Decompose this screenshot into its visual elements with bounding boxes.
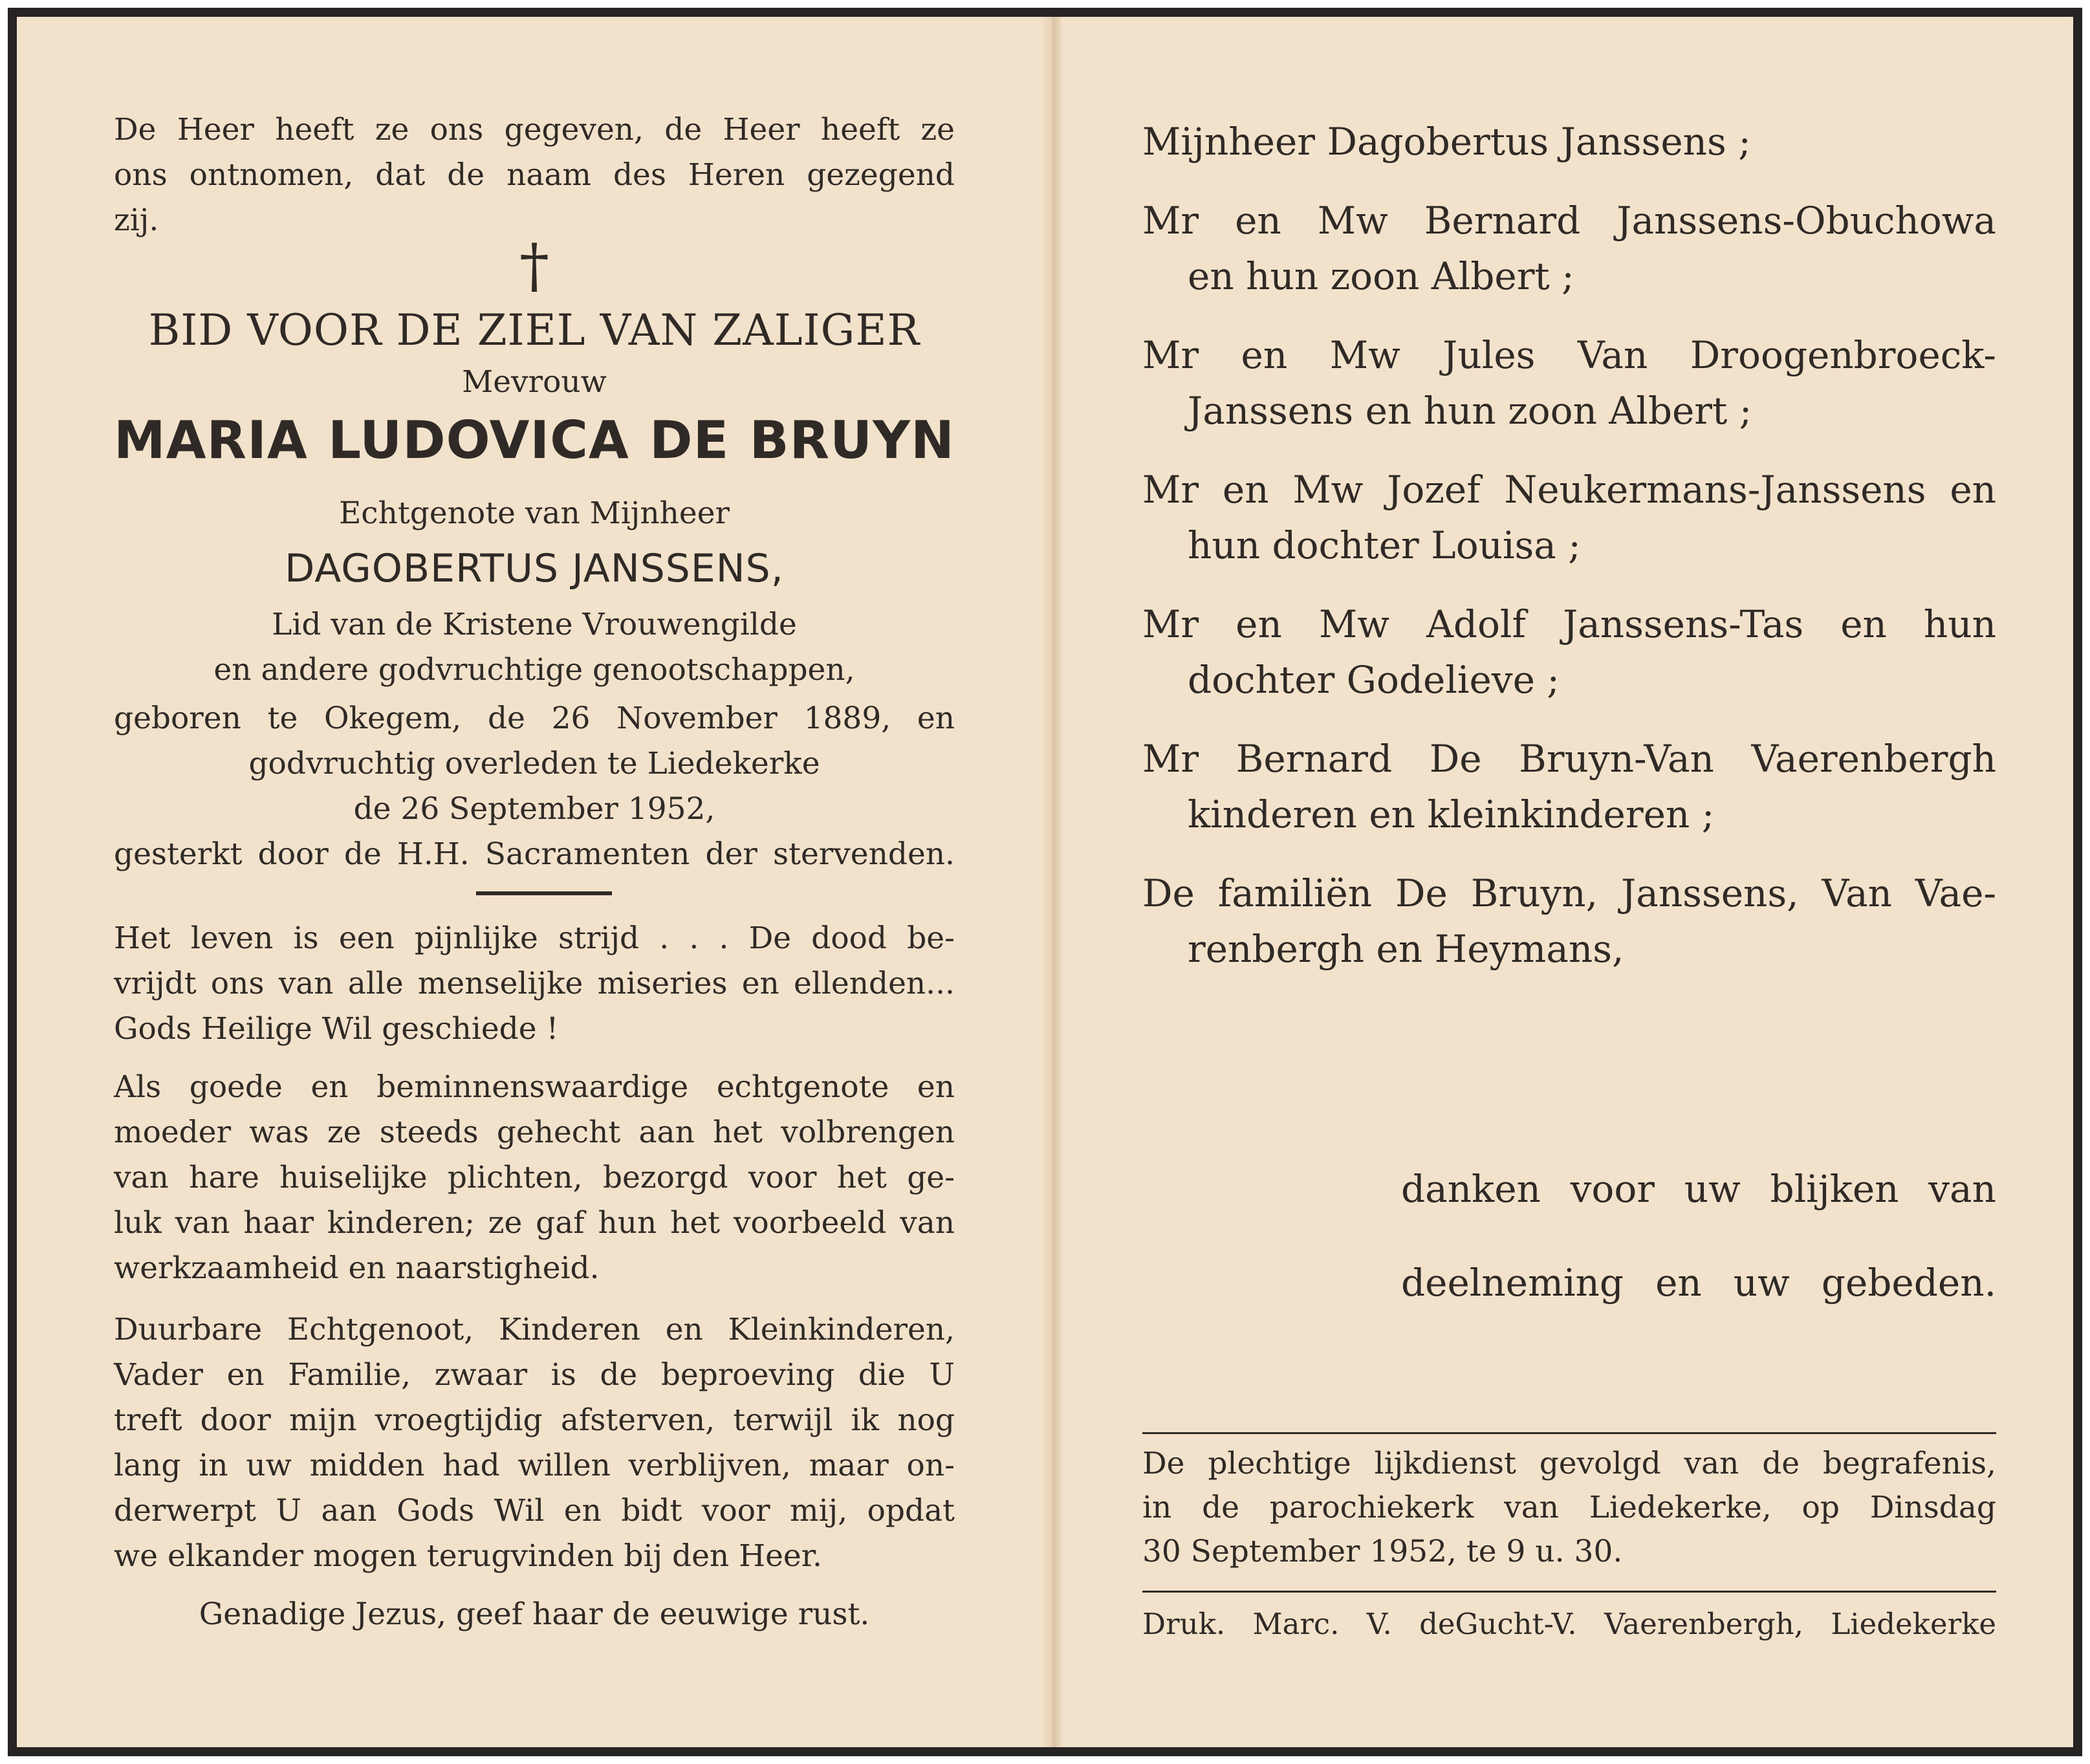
family-line-cont: hun dochter Louisa ;: [1188, 523, 1581, 567]
family-entry: [1142, 866, 1996, 977]
quote-line: zij.: [114, 202, 159, 238]
paragraph-line: luk van haar kinderen; ze gaf hun het voorbeeld van: [114, 1205, 955, 1241]
family-entry: [1142, 731, 1996, 842]
quote-line: ons ontnomen, dat de naam des Heren gezegend: [114, 157, 955, 193]
card-fold: [1043, 17, 1062, 1747]
printer-credit: Druk. Marc. V. deGucht-V. Vaerenbergh, Liedekerke: [1142, 1607, 1996, 1641]
sacraments-line: gesterkt door de H.H. Sacramenten der stervenden.: [114, 836, 955, 872]
spouse-intro: Echtgenote van Mijnheer: [338, 495, 730, 531]
paragraph-line: moeder was ze steeds gehecht aan het volbrengen: [114, 1115, 955, 1150]
pray-heading: BID VOOR DE ZIEL VAN ZALIGER: [148, 305, 920, 355]
family-line-cont: kinderen en kleinkinderen ;: [1188, 792, 1715, 836]
thanks: [1401, 1142, 1996, 1330]
birth-line: geboren te Okegem, de 26 November 1889, en: [114, 701, 955, 736]
family-line-cont: renbergh en Heymans,: [1188, 927, 1624, 971]
deceased-name: MARIA LUDOVICA DE BRUYN: [114, 410, 955, 470]
family-line: Mr en Mw Jules Van Droogenbroeck-: [1142, 333, 1996, 377]
paragraph-line: Het leven is een pijnlijke strijd . . . De dood be-: [114, 920, 955, 956]
family-line-cont: en hun zoon Albert ;: [1188, 254, 1574, 298]
family-line: De familiën De Bruyn, Janssens, Van Vae-: [1142, 871, 1996, 915]
family-line-cont: Janssens en hun zoon Albert ;: [1188, 389, 1752, 433]
thanks-line: deelneming en uw gebeden.: [1401, 1261, 1996, 1305]
family-line: Mr Bernard De Bruyn-Van Vaerenbergh: [1142, 737, 1996, 781]
paragraph-line: Duurbare Echtgenoot, Kinderen en Kleinkinderen,: [114, 1312, 955, 1347]
family-list: [1142, 114, 1996, 977]
paragraph-line: werkzaamheid en naarstigheid.: [114, 1250, 600, 1286]
family-line: Mr en Mw Adolf Janssens-Tas en hun: [1142, 602, 1996, 646]
paragraph-farewell: [114, 1307, 955, 1579]
funeral-line: in de parochiekerk van Liedekerke, op Dinsdag: [1142, 1490, 1996, 1525]
funeral-bottom-rule: [1142, 1591, 1996, 1593]
funeral-line: 30 September 1952, te 9 u. 30.: [1142, 1534, 1623, 1569]
death-date: de 26 September 1952,: [353, 791, 715, 827]
memorial-card: [8, 8, 2082, 1756]
family-line: Mijnheer Dagobertus Janssens ;: [1142, 120, 1751, 164]
membership-line: en andere godvruchtige genootschappen,: [213, 652, 855, 688]
paragraph-line: Gods Heilige Wil geschiede !: [114, 1011, 559, 1047]
family-entry: [1142, 114, 1996, 169]
funeral-top-rule: [1142, 1432, 1996, 1434]
spouse-name: DAGOBERTUS JANSSENS,: [285, 546, 784, 591]
family-entry: [1142, 193, 1996, 304]
paragraph-line: Vader en Familie, zwaar is de beproeving die U: [114, 1357, 955, 1393]
paragraph-line: van hare huiselijke plichten, bezorgd voor het ge-: [114, 1160, 955, 1195]
closing-prayer: Genadige Jezus, geef haar de eeuwige rust.: [199, 1596, 870, 1632]
family-entry: [1142, 462, 1996, 573]
divider: [476, 891, 612, 895]
quote-line: De Heer heeft ze ons gegeven, de Heer heeft ze: [114, 112, 955, 147]
death-line: godvruchtig overleden te Liedekerke: [248, 746, 820, 781]
cross-icon: †: [519, 231, 549, 300]
family-entry: [1142, 596, 1996, 708]
paragraph-line: lang in uw midden had willen verblijven, maar on-: [114, 1448, 955, 1483]
paragraph-life: [114, 916, 955, 1052]
funeral-line: De plechtige lijkdienst gevolgd van de begrafenis,: [1142, 1446, 1996, 1481]
paragraph-line: vrijdt ons van alle menselijke miseries en ellenden...: [114, 966, 955, 1001]
thanks-line: danken voor uw blijken van: [1401, 1167, 1996, 1211]
family-entry: [1142, 327, 1996, 439]
family-line: Mr en Mw Bernard Janssens-Obuchowa: [1142, 199, 1996, 243]
paragraph-line: Als goede en beminnenswaardige echtgenote en: [114, 1069, 955, 1105]
family-line-cont: dochter Godelieve ;: [1188, 658, 1560, 702]
right-panel: [1142, 17, 1996, 1747]
left-panel: [114, 17, 955, 1747]
title-mevrouw: Mevrouw: [462, 364, 607, 400]
funeral-info: [1142, 1442, 1996, 1574]
family-line: Mr en Mw Jozef Neukermans-Janssens en: [1142, 468, 1996, 512]
bible-quote: [114, 107, 955, 243]
membership-line: Lid van de Kristene Vrouwengilde: [272, 607, 797, 642]
membership: [114, 602, 955, 693]
birth-death: [114, 696, 955, 877]
paragraph-line: treft door mijn vroegtijdig afsterven, terwijl ik nog: [114, 1402, 955, 1438]
paragraph-line: derwerpt U aan Gods Wil en bidt voor mij, opdat: [114, 1493, 955, 1529]
paragraph-line: we elkander mogen terugvinden bij den Heer.: [114, 1538, 822, 1574]
paragraph-mother: [114, 1065, 955, 1291]
